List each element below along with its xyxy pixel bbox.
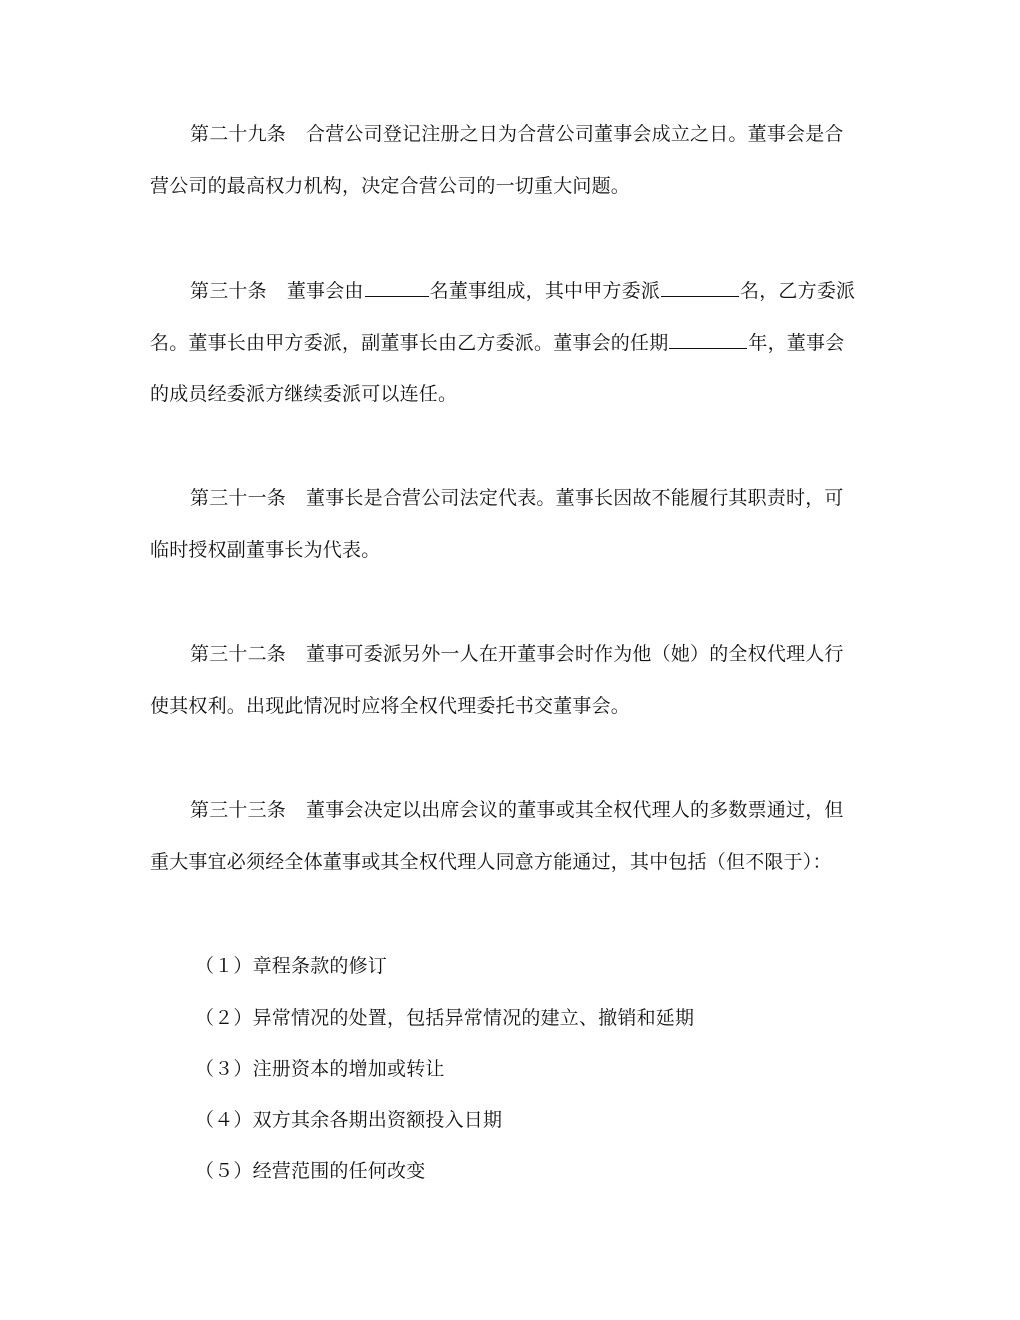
article-33-text-1: 董事会决定以出席会议的董事或其全权代理人的多数票通过，但	[306, 799, 844, 821]
list-item-2: （２）异常情况的处置，包括异常情况的建立、撤销和延期	[195, 1007, 695, 1029]
article-30-text-1b: 名董事组成，其中甲方委派	[429, 280, 661, 302]
article-32-line-2: 使其权利。出现此情况时应将全权代理委托书交董事会。	[150, 695, 631, 717]
article-30-text-1c: 名，乙方委派	[740, 280, 856, 302]
article-31-number: 第三十一条	[190, 487, 287, 509]
list-item-4: （４）双方其余各期出资额投入日期	[195, 1109, 503, 1131]
article-33-line-1	[190, 797, 920, 823]
article-31-line-1	[190, 485, 920, 511]
blank-director-count	[365, 277, 429, 297]
article-30-line-3: 的成员经委派方继续委派可以连任。	[150, 383, 458, 405]
article-29-text-1: 合营公司登记注册之日为合营公司董事会成立之日。董事会是合	[306, 123, 844, 145]
article-30-text-2a: 名。董事长由甲方委派，副董事长由乙方委派。董事会的任期	[150, 332, 669, 354]
article-29-number: 第二十九条	[190, 123, 287, 145]
article-30-text-1a: 董事会由	[286, 280, 364, 302]
list-item-1: （１）章程条款的修订	[195, 955, 388, 977]
article-32-number: 第三十二条	[190, 643, 287, 665]
article-32-text-1: 董事可委派另外一人在开董事会时作为他（她）的全权代理人行	[306, 643, 844, 665]
article-29-line-1	[190, 121, 920, 147]
article-30-line-2	[150, 329, 880, 356]
blank-party-a-count	[661, 277, 739, 297]
list-item-5: （５）经营范围的任何改变	[195, 1160, 426, 1182]
article-32-line-1	[190, 641, 920, 667]
article-30-text-2b: 年，董事会	[748, 332, 845, 354]
article-33-number: 第三十三条	[190, 799, 287, 821]
article-31-text-1: 董事长是合营公司法定代表。董事长因故不能履行其职责时，可	[306, 487, 844, 509]
article-31-line-2: 临时授权副董事长为代表。	[150, 539, 381, 561]
article-33-line-2: 重大事宜必须经全体董事或其全权代理人同意方能通过，其中包括（但不限于）：	[150, 851, 832, 873]
article-30-number: 第三十条	[190, 280, 267, 302]
list-item-3: （３）注册资本的增加或转让	[195, 1058, 445, 1080]
blank-term-years	[669, 329, 747, 349]
article-29-line-2: 营公司的最高权力机构，决定合营公司的一切重大问题。	[150, 175, 631, 197]
article-30-line-1	[190, 277, 920, 304]
